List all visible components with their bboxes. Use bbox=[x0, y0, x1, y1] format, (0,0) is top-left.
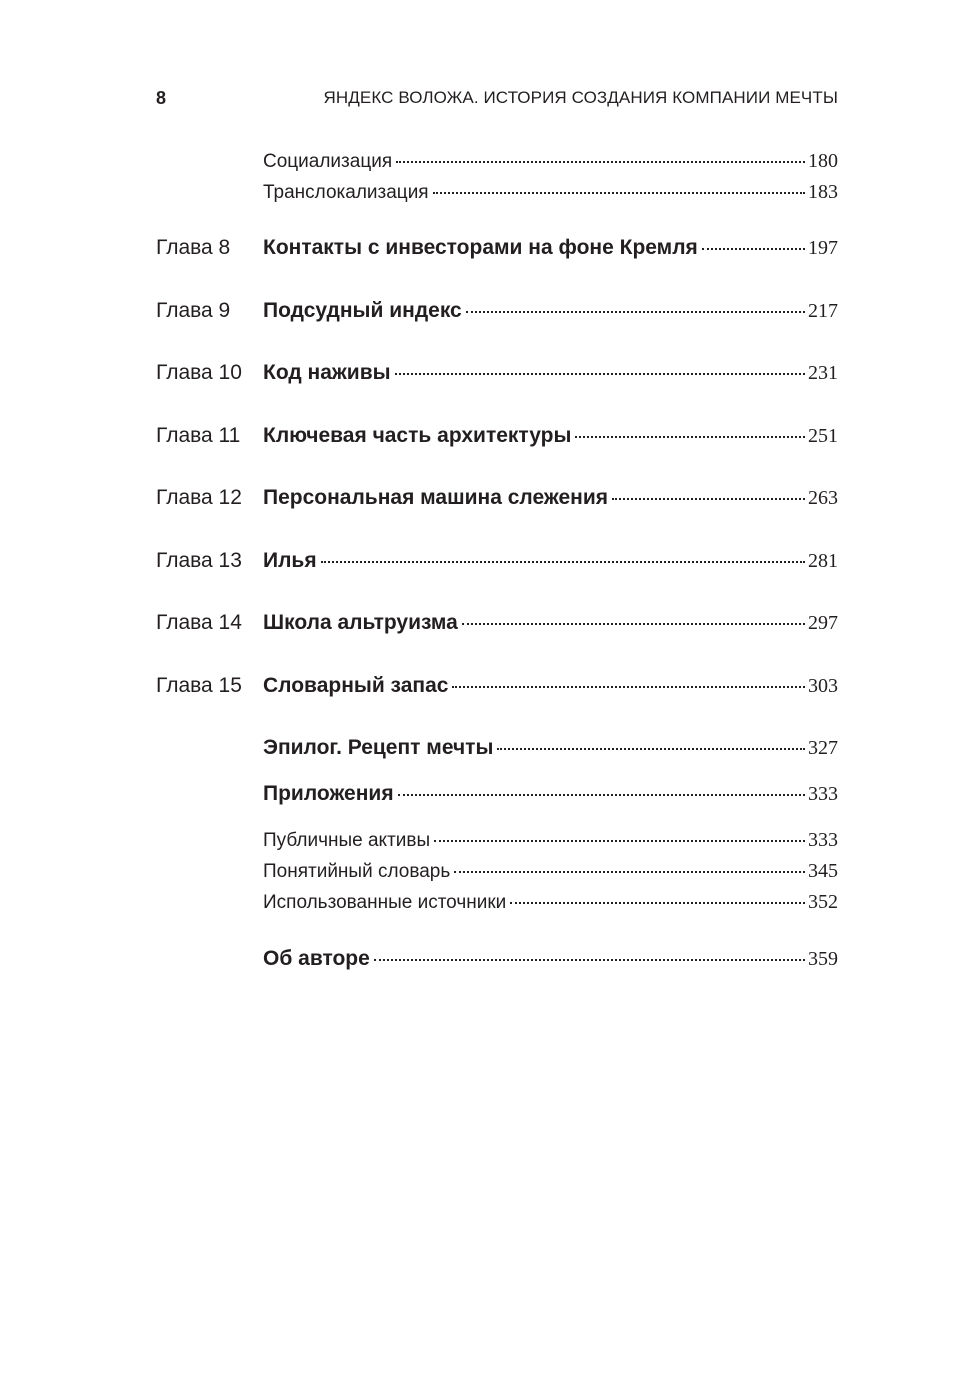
toc-entry bbox=[156, 860, 838, 890]
toc-page-number: 197 bbox=[808, 237, 838, 259]
toc-entry bbox=[156, 736, 838, 766]
toc-entry bbox=[156, 674, 838, 704]
toc-chapter-label: Глава 12 bbox=[156, 486, 242, 509]
toc-entry bbox=[156, 486, 838, 516]
toc-entry-title: Публичные активы bbox=[263, 830, 431, 851]
toc-entry bbox=[156, 611, 838, 641]
toc-chapter-label: Глава 14 bbox=[156, 611, 242, 634]
dot-leader bbox=[497, 748, 805, 750]
dot-leader bbox=[462, 623, 805, 625]
toc-page-number: 281 bbox=[808, 550, 838, 572]
toc-entry-title: Понятийный словарь bbox=[263, 861, 451, 882]
toc-entry-title: Контакты с инвесторами на фоне Кремля bbox=[263, 236, 698, 259]
running-title: ЯНДЕКС ВОЛОЖА. ИСТОРИЯ СОЗДАНИЯ КОМПАНИИ МЕЧТЫ bbox=[323, 88, 838, 107]
toc-entry-title: Об авторе bbox=[263, 947, 370, 970]
toc-page-number: 345 bbox=[808, 860, 838, 882]
toc-entry-title: Транслокализация bbox=[263, 182, 429, 203]
toc-entry-title: Подсудный индекс bbox=[263, 299, 462, 322]
toc-page-number: 180 bbox=[808, 150, 838, 172]
toc-entry-title: Словарный запас bbox=[263, 674, 449, 697]
toc-entry bbox=[156, 424, 838, 454]
toc-entry-title: Школа альтруизма bbox=[263, 611, 458, 634]
toc-chapter-label: Глава 13 bbox=[156, 549, 242, 572]
toc-chapter-label: Глава 11 bbox=[156, 424, 241, 447]
toc-entry bbox=[156, 299, 838, 329]
toc-chapter-label: Глава 9 bbox=[156, 299, 231, 322]
dot-leader bbox=[612, 498, 805, 500]
toc-page-number: 297 bbox=[808, 612, 838, 634]
dot-leader bbox=[510, 902, 805, 904]
page-number: 8 bbox=[156, 88, 167, 108]
toc-page-number: 333 bbox=[808, 783, 838, 805]
toc-page-number: 327 bbox=[808, 737, 838, 759]
dot-leader bbox=[434, 840, 805, 842]
toc-entry bbox=[156, 891, 838, 921]
toc-entry bbox=[156, 236, 838, 266]
toc-page-number: 359 bbox=[808, 948, 838, 970]
toc-page-number: 217 bbox=[808, 300, 838, 322]
toc-entry-title: Социализация bbox=[263, 151, 393, 172]
dot-leader bbox=[398, 794, 805, 796]
toc-chapter-label: Глава 15 bbox=[156, 674, 242, 697]
toc-entry bbox=[156, 947, 838, 977]
dot-leader bbox=[374, 959, 805, 961]
toc-entry-title: Эпилог. Рецепт мечты bbox=[263, 736, 494, 759]
dot-leader bbox=[575, 436, 805, 438]
dot-leader bbox=[433, 192, 805, 194]
toc-chapter-label: Глава 8 bbox=[156, 236, 231, 259]
toc-chapter-label: Глава 10 bbox=[156, 361, 242, 384]
dot-leader bbox=[321, 561, 805, 563]
toc-entry-title: Илья bbox=[263, 549, 317, 572]
dot-leader bbox=[452, 686, 805, 688]
toc-page-number: 303 bbox=[808, 675, 838, 697]
toc-page-number: 352 bbox=[808, 891, 838, 913]
toc-entry-title: Ключевая часть архитектуры bbox=[263, 424, 572, 447]
toc-entry bbox=[156, 782, 838, 812]
toc-entry-title: Персональная машина слежения bbox=[263, 486, 609, 509]
toc-entry-title: Использованные источники bbox=[263, 892, 507, 913]
toc-page-number: 263 bbox=[808, 487, 838, 509]
toc-page-number: 231 bbox=[808, 362, 838, 384]
dot-leader bbox=[702, 248, 805, 250]
toc-entry bbox=[156, 150, 838, 180]
toc-entry bbox=[156, 361, 838, 391]
toc-entry bbox=[156, 181, 838, 211]
toc-entry bbox=[156, 549, 838, 579]
toc-page-number: 183 bbox=[808, 181, 838, 203]
toc-entry-title: Код наживы bbox=[263, 361, 391, 384]
dot-leader bbox=[395, 373, 805, 375]
dot-leader bbox=[396, 161, 805, 163]
toc-entry bbox=[156, 829, 838, 859]
toc-entry-title: Приложения bbox=[263, 782, 394, 805]
toc-page-number: 333 bbox=[808, 829, 838, 851]
dot-leader bbox=[454, 871, 805, 873]
dot-leader bbox=[466, 311, 805, 313]
toc-page-number: 251 bbox=[808, 425, 838, 447]
